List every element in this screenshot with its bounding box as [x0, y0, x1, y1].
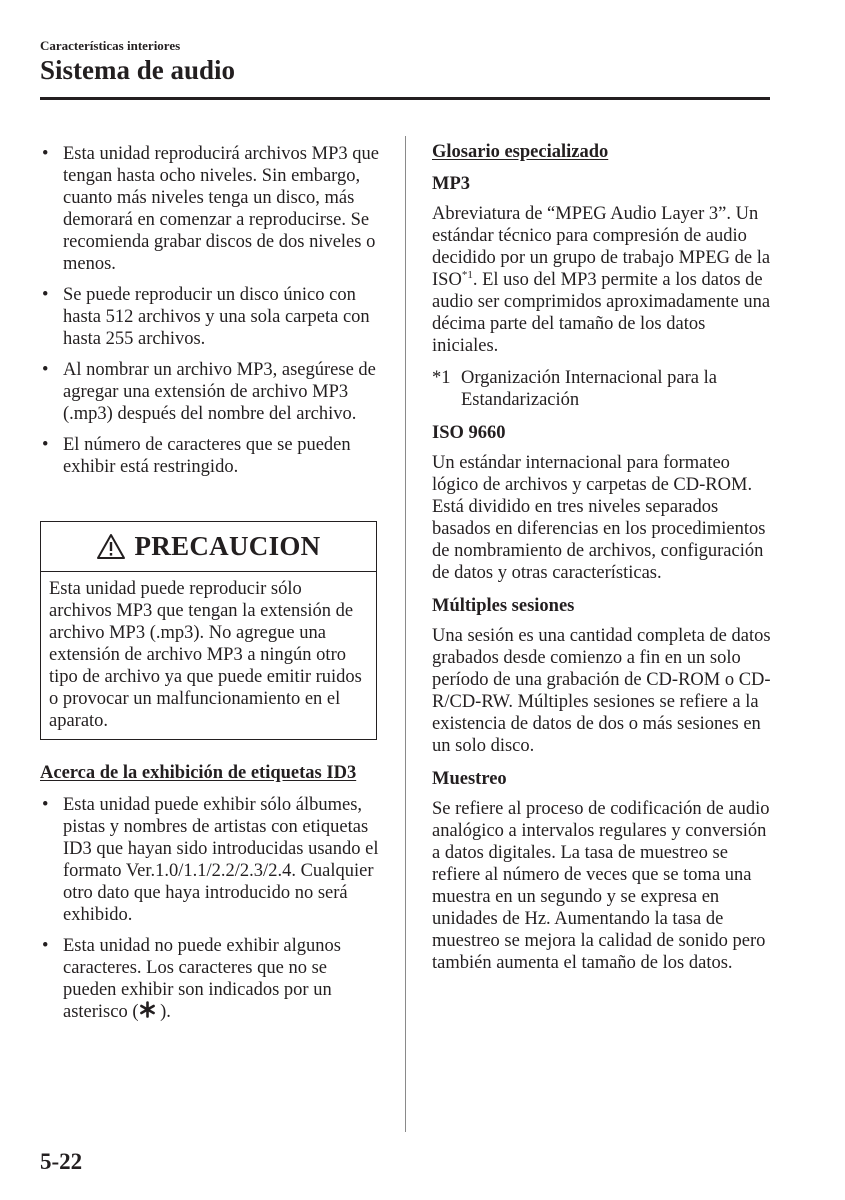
list-item-text: Esta unidad no puede exhibir algunos caracteres. Los caracteres que no se pueden exhibir son indicados por un asterisco ( — [63, 936, 341, 1022]
list-item: • Al nombrar un archivo MP3, asegúrese de agregar una extensión de archivo MP3 (.mp3) después del nombre del archivo. — [40, 359, 380, 425]
glossary-term-multisession: Múltiples sesiones — [432, 596, 575, 616]
right-column — [432, 141, 772, 974]
id3-notes-list — [40, 794, 380, 1023]
page-title: Sistema de audio — [40, 55, 236, 85]
glossary-definition-multisession: Una sesión es una cantidad completa de datos grabados desde comienzo a fin en un solo período de una grabación de CD-ROM o CD-R/CD-RW. Múltiples sesiones se refiere a la existencia de datos de dos o más sesiones en un solo disco. — [432, 626, 771, 756]
glossary-definition-mp3 — [432, 203, 772, 357]
glossary-heading: Glosario especializado — [432, 142, 609, 162]
caution-text: Esta unidad puede reproducir sólo archivos MP3 que tengan la extensión de archivo MP3 (.mp3). No agregue una extensión de archivo MP3 a ningún otro tipo de archivo ya que puede emitir ruidos o provocar un malfuncionamiento en el aparato. — [49, 579, 362, 731]
list-item-text-end: ). — [155, 1002, 171, 1022]
left-column — [40, 143, 380, 478]
footnote — [432, 367, 772, 411]
glossary-term-iso: ISO 9660 — [432, 423, 506, 443]
definition-text: Abreviatura de “MPEG Audio Layer 3”. Un estándar técnico para compresión de audio decidido por un grupo de trabajo MPEG de la ISO — [432, 204, 771, 290]
glossary-definition-iso: Un estándar internacional para formateo lógico de archivos y carpetas de CD-ROM. Está dividido en tres niveles separados basados en diferencias en los procedimientos de nombramiento de archivos, configuración de datos y otras características. — [432, 453, 766, 583]
list-item: • Esta unidad reproducirá archivos MP3 que tengan hasta ocho niveles. Sin embargo, cuanto más niveles tenga un disco, más demorará en comenzar a reproducirse. Se recomienda grabar discos de dos niveles o menos. — [40, 143, 380, 275]
caution-header — [41, 522, 376, 572]
list-item — [40, 935, 380, 1023]
definition-text: . El uso del MP3 permite a los datos de audio ser comprimidos aproximadamente una décima parte del tamaño de los datos iniciales. — [432, 270, 771, 356]
glossary-definition-sampling: Se refiere al proceso de codificación de audio analógico a intervalos regulares y conversión a datos digitales. La tasa de muestreo se refiere al número de veces que se toma una muestra en un segundo y se expresa en unidades de Hz. Aumentando la tasa de muestreo se mejora la calidad de sonido pero también aumenta el tamaño de los datos. — [432, 799, 770, 973]
asterisk-icon — [139, 1001, 156, 1018]
caution-box — [40, 521, 377, 740]
footnote-mark: *1 — [432, 368, 451, 388]
section-label: Características interiores — [40, 38, 181, 53]
column-divider — [405, 136, 406, 1132]
page-number: 5-22 — [40, 1149, 83, 1174]
id3-heading: Acerca de la exhibición de etiquetas ID3 — [40, 763, 357, 783]
list-item: • Se puede reproducir un disco único con hasta 512 archivos y una sola carpeta con hasta 255 archivos. — [40, 284, 380, 350]
footnote-reference: *1 — [461, 268, 473, 281]
list-item: • El número de caracteres que se pueden exhibir está restringido. — [40, 434, 380, 478]
warning-triangle-icon — [96, 533, 126, 560]
id3-section — [40, 762, 380, 1023]
footnote-text: Organización Internacional para la Estandarización — [461, 368, 717, 410]
caution-title: PRECAUCION — [134, 531, 321, 561]
list-item: • Esta unidad puede exhibir sólo álbumes, pistas y nombres de artistas con etiquetas ID3 que hayan sido introducidas usando el formato Ver.1.0/1.1/2.2/2.3/2.4. Cualquier otro dato que haya introducido no será exhibido. — [40, 794, 380, 926]
glossary-term-sampling: Muestreo — [432, 769, 507, 789]
header-rule — [40, 97, 770, 100]
mp3-notes-list — [40, 143, 380, 478]
glossary-term-mp3: MP3 — [432, 174, 471, 194]
